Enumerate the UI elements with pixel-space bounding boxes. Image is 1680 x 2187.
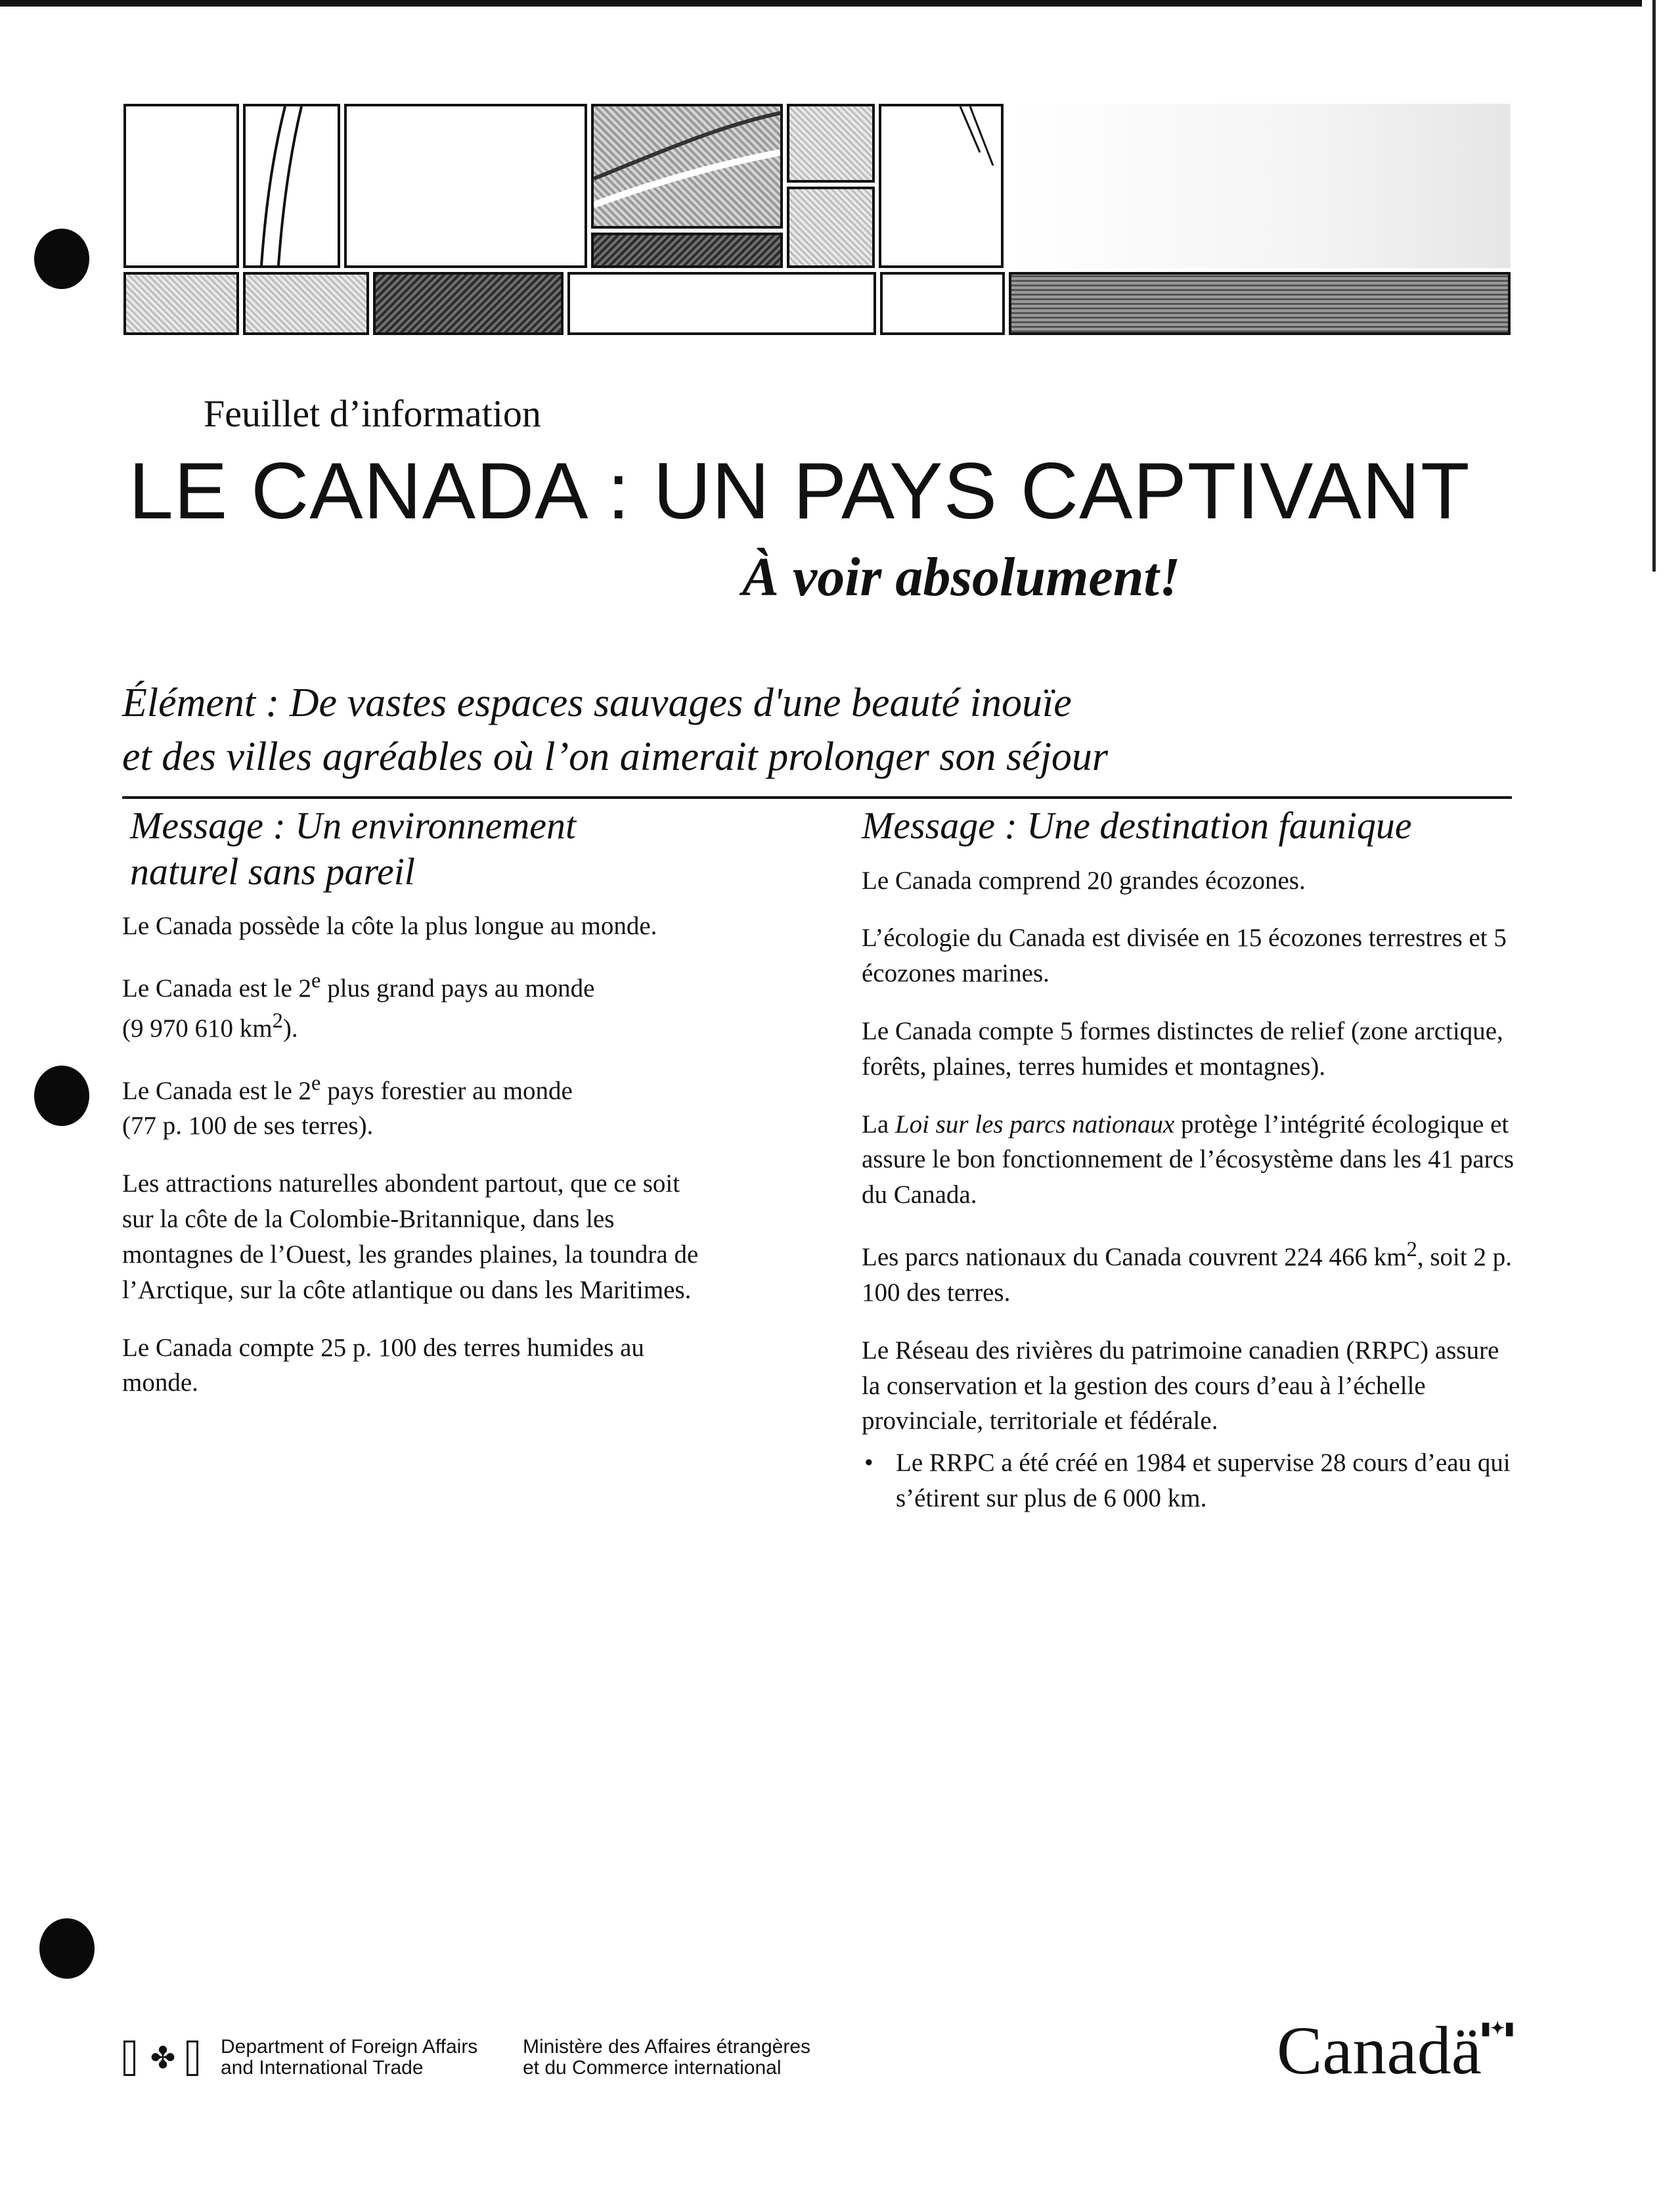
banner-tile bbox=[567, 272, 876, 335]
banner-swoosh bbox=[594, 106, 780, 226]
section-divider bbox=[122, 796, 1512, 799]
flag-bar-right bbox=[187, 2040, 198, 2076]
text-run: (77 p. 100 de ses terres). bbox=[122, 1112, 374, 1140]
text-run: Le Canada est le 2 bbox=[122, 974, 312, 1003]
right-paragraph bbox=[862, 1235, 1518, 1311]
banner-swoosh bbox=[881, 106, 1001, 265]
banner-tile bbox=[373, 272, 564, 335]
text-run: Le Canada est le 2 bbox=[122, 1076, 312, 1105]
banner-tile bbox=[787, 104, 875, 183]
banner-tile bbox=[243, 272, 369, 335]
text-run: (9 970 610 km bbox=[122, 1014, 273, 1043]
text-run: plus grand pays au monde bbox=[321, 974, 595, 1003]
punch-hole-bottom bbox=[39, 1918, 95, 1979]
right-paragraph: Le Réseau des rivières du patrimoine canadien (RRPC) assure la conservation et la gestion des cours d’eau à l’échelle provinciale, territoriale et fédérale. bbox=[862, 1336, 1499, 1435]
department-name-french bbox=[523, 2037, 810, 2078]
text-run: pays forestier au monde bbox=[321, 1076, 573, 1105]
element-heading-line2: et des villes agréables où l’on aimerait prolonger son séjour bbox=[122, 734, 1109, 779]
superscript: 2 bbox=[272, 1008, 283, 1033]
left-paragraph bbox=[122, 966, 785, 1047]
right-column bbox=[862, 803, 1518, 1516]
right-paragraph: L’écologie du Canada est divisée en 15 écozones terrestres et 5 écozones marines. bbox=[862, 924, 1507, 988]
scan-right-edge bbox=[1652, 0, 1656, 572]
dept-en-line1: Department of Foreign Affairs bbox=[221, 2036, 478, 2058]
flag-bar-left bbox=[123, 2040, 135, 2076]
left-paragraph bbox=[122, 1069, 785, 1144]
text-run: Les parcs nationaux du Canada couvrent 224 466 km bbox=[862, 1243, 1407, 1272]
left-heading-line1: Message : Un environnement bbox=[130, 804, 577, 847]
scan-top-edge bbox=[0, 0, 1642, 7]
government-flag-symbol bbox=[123, 2040, 202, 2077]
element-heading bbox=[122, 677, 1534, 784]
text-run: protège l’intégrité écologique et assure le bon fonctionnement de l’écosystème dans les 41 parcs du Canada. bbox=[862, 1110, 1514, 1209]
superscript: 2 bbox=[1406, 1238, 1417, 1262]
header-banner bbox=[123, 104, 1511, 340]
text-run: La bbox=[862, 1110, 895, 1139]
document-kicker: Feuillet d’information bbox=[204, 392, 541, 435]
banner-tile bbox=[1009, 272, 1511, 335]
canada-wordmark: Canadä bbox=[1277, 2013, 1482, 2088]
right-paragraph: Le Canada comprend 20 grandes écozones. bbox=[862, 866, 1306, 895]
list-item: • Le RRPC a été créé en 1984 et supervise 28 cours d’eau qui s’étirent sur plus de 6 000 km. bbox=[862, 1445, 1518, 1516]
department-name-english bbox=[221, 2037, 477, 2078]
banner-tile bbox=[344, 104, 587, 268]
banner-tile bbox=[123, 272, 239, 335]
left-paragraph: Le Canada compte 25 p. 100 des terres humides au monde. bbox=[122, 1333, 644, 1397]
page-subtitle: À voir absolument! bbox=[742, 547, 1181, 608]
left-column bbox=[122, 803, 785, 1423]
page-title: LE CANADA : UN PAYS CAPTIVANT bbox=[129, 446, 1470, 535]
text-run: ). bbox=[282, 1014, 298, 1043]
text-run: , soit 2 p. 100 des terres. bbox=[862, 1243, 1512, 1307]
left-message-heading bbox=[130, 803, 785, 894]
superscript: e bbox=[311, 969, 321, 993]
superscript: e bbox=[311, 1071, 321, 1095]
banner-tile bbox=[879, 104, 1004, 268]
banner-swoosh bbox=[246, 106, 338, 265]
left-paragraph: Les attractions naturelles abondent partout, que ce soit sur la côte de la Colombie-Britannique, dans les montagnes de l’Ouest, les grandes plaines, la toundra de l’Arctique, sur la côte atlantique ou dans les Maritimes. bbox=[122, 1169, 699, 1304]
right-paragraph bbox=[862, 1107, 1518, 1213]
dept-fr-line1: Ministère des Affaires étrangères bbox=[523, 2036, 811, 2058]
punch-hole-top bbox=[34, 229, 89, 289]
dept-fr-line2: et du Commerce international bbox=[523, 2056, 782, 2079]
banner-tile bbox=[123, 104, 239, 268]
maple-leaf-icon: ✤ bbox=[150, 2041, 176, 2075]
dept-en-line2: and International Trade bbox=[221, 2056, 424, 2079]
banner-tile bbox=[243, 104, 340, 268]
banner-tile bbox=[591, 233, 783, 268]
punch-hole-middle bbox=[34, 1066, 89, 1126]
left-heading-line2: naturel sans pareil bbox=[130, 849, 415, 893]
element-heading-line1: Élément : De vastes espaces sauvages d'une beauté inouïe bbox=[122, 681, 1072, 725]
law-title: Loi sur les parcs nationaux bbox=[895, 1110, 1175, 1139]
left-paragraph: Le Canada possède la côte la plus longue au monde. bbox=[122, 912, 657, 941]
right-paragraph: Le Canada compte 5 formes distinctes de relief (zone arctique, forêts, plaines, terres humides et montagnes). bbox=[862, 1017, 1503, 1081]
right-message-heading: Message : Une destination faunique bbox=[862, 804, 1412, 847]
banner-tile bbox=[787, 187, 875, 268]
banner-tile bbox=[880, 272, 1005, 335]
wordmark-flag-icon: ▮✦▮ bbox=[1481, 2018, 1514, 2038]
bullet-list bbox=[862, 1445, 1518, 1516]
banner-tile bbox=[1007, 104, 1511, 268]
banner-tile bbox=[591, 104, 783, 229]
